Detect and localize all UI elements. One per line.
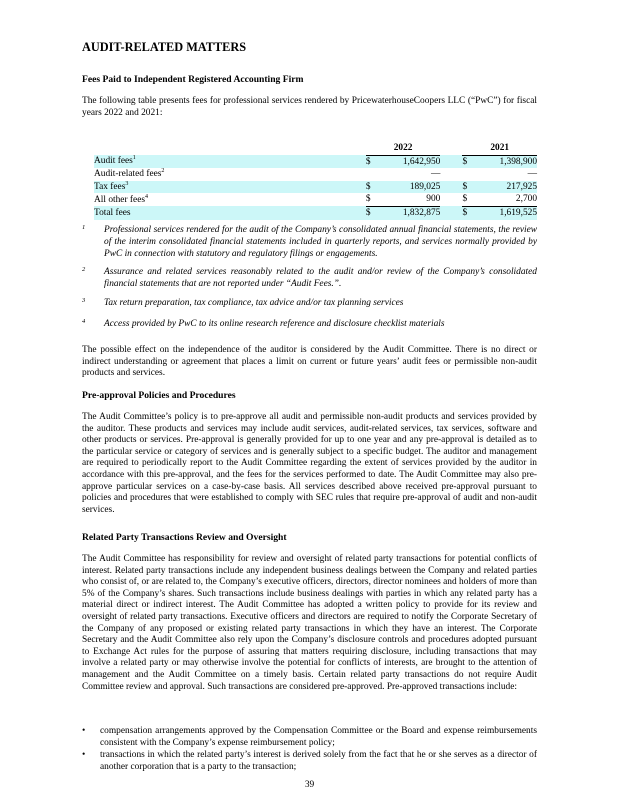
- fees-intro: The following table presents fees for professional services rendered by PricewaterhouseCoopers LLC (“PwC”) for fiscal years 2022 and 2021:: [82, 96, 537, 118]
- value-2021: —: [527, 169, 537, 180]
- table-row: [94, 193, 537, 206]
- currency: $: [366, 155, 378, 168]
- value-2021: 217,925: [475, 181, 537, 194]
- value-2021: 2,700: [475, 193, 537, 206]
- value-2021: 1,619,525: [475, 206, 537, 219]
- value-2022: 900: [378, 193, 440, 206]
- page-number: 39: [304, 780, 315, 790]
- rpt-paragraph: The Audit Committee has responsibility for review and oversight of related party transactions for potential conflicts of interest. Related party transactions include any independent business dealings between the Company and related parties who consist of, or are related to, the Company’s executive officers, directors, director nominees and holders of more than 5% of the Company’s shares. Such transactions include business dealings with parties in which any related party has a material direct or indirect interest. The Audit Committee has adopted a written policy to provide for its review and oversight of related party transactions. Executive officers and directors are required to notify the Corporate Secretary of the Company of any proposed or existing related party transactions in which they have an interest. The Corporate Secretary and the Audit Committee also rely upon the Company’s disclosure controls and procedures adopted pursuant to Exchange Act rules for the purpose of assuring that matters requiring disclosure, including transactions that may involve a related party or may otherwise involve the potential for conflicts of interests, are brought to the attention of management and the Audit Committee on a timely basis. Certain related party transactions do not require Audit Committee review and approval. Such transactions are considered pre-approved. Pre-approved transactions include:: [82, 554, 537, 692]
- currency: $: [462, 193, 474, 206]
- row-label: Tax fees: [94, 181, 126, 192]
- value-2022: 1,832,875: [378, 206, 440, 219]
- footnote-mark: 3: [82, 297, 86, 304]
- fees-heading: Fees Paid to Independent Registered Accounting Firm: [82, 74, 304, 85]
- currency: $: [366, 193, 378, 206]
- currency: $: [462, 181, 474, 194]
- footnote-mark: 2: [82, 266, 86, 273]
- row-label: Audit-related fees: [94, 169, 162, 180]
- independence-paragraph: The possible effect on the independence of the auditor is considered by the Audit Committee. There is no direct or indirect understanding or agreement that places a limit on current or future years’ audit fees or permissible non-audit products and services.: [82, 345, 537, 379]
- value-2022: 1,642,950: [378, 155, 440, 168]
- value-2022: 189,025: [378, 181, 440, 194]
- footnote-ref: 3: [125, 180, 129, 187]
- footnote: [82, 224, 537, 261]
- footnote-text: Assurance and related services reasonably related to the audit and/or review of the Company’s consolidated financial statements that are not reported under “Audit Fees.”.: [104, 267, 537, 290]
- year-header: 2021: [462, 142, 537, 155]
- footnote-ref: 1: [132, 155, 136, 162]
- footnote: [82, 266, 537, 290]
- row-label: Audit fees: [94, 156, 133, 167]
- preapproved-list: [82, 726, 537, 774]
- table-header-row: [94, 142, 537, 155]
- currency: $: [366, 181, 378, 194]
- row-label: Total fees: [94, 206, 366, 219]
- row-label: All other fees: [94, 194, 146, 205]
- preapproval-paragraph: The Audit Committee’s policy is to pre-approve all audit and permissible non-audit products and services provided by the auditor. These products and services may include audit services, audit-related services, tax services, software and other products or services. Pre-approval is generally provided for up to one year and any pre-approval is detailed as to the particular service or category of services and is generally subject to a specific budget. The auditor and management are required to periodically report to the Audit Committee regarding the extent of services provided by the auditor in accordance with this pre-approval, and the fees for the services performed to date. The Audit Committee may also pre-approve particular services on a case-by-case basis. All services described above received pre-approval pursuant to policies and procedures that were established to comply with SEC rules that require pre-approval of audit and non-audit services.: [82, 412, 537, 515]
- footnote-mark: 4: [82, 318, 86, 325]
- table-row: [94, 155, 537, 168]
- footnote-text: Tax return preparation, tax compliance, tax advice and/or tax planning services: [104, 298, 404, 308]
- currency: $: [366, 206, 378, 219]
- rpt-heading: Related Party Transactions Review and Oversight: [82, 532, 287, 543]
- table-row: [94, 168, 537, 181]
- footnote-ref: 2: [161, 168, 165, 175]
- fees-table: [94, 142, 537, 220]
- footnote: [82, 297, 537, 309]
- section-title: AUDIT-RELATED MATTERS: [82, 40, 247, 54]
- footnote-text: Professional services rendered for the audit of the Company’s consolidated annual financial statements, the review of the interim consolidated financial statements included in quarterly reports, and services normally provided by PwC in connection with statutory and regulatory filings or engagements.: [104, 225, 537, 260]
- table-row: [94, 181, 537, 194]
- table-total-row: [94, 206, 537, 219]
- footnote: [82, 318, 537, 330]
- currency: $: [462, 206, 474, 219]
- year-header: 2022: [366, 142, 441, 155]
- list-item: • transactions in which the related party’s interest is derived solely from the fact that he or she serves as a director of another corporation that is a party to the transaction;: [82, 750, 537, 773]
- currency: $: [462, 155, 474, 168]
- list-item: • compensation arrangements approved by the Compensation Committee or the Board and expense reimbursements consistent with the Company’s expense reimbursement policy;: [82, 726, 537, 749]
- footnote-text: Access provided by PwC to its online research reference and disclosure checklist materials: [104, 319, 445, 329]
- preapproval-heading: Pre-approval Policies and Procedures: [82, 390, 236, 401]
- footnote-ref: 4: [145, 193, 149, 200]
- value-2022: —: [430, 169, 441, 180]
- value-2021: 1,398,900: [475, 155, 537, 168]
- footnote-mark: 1: [82, 224, 86, 231]
